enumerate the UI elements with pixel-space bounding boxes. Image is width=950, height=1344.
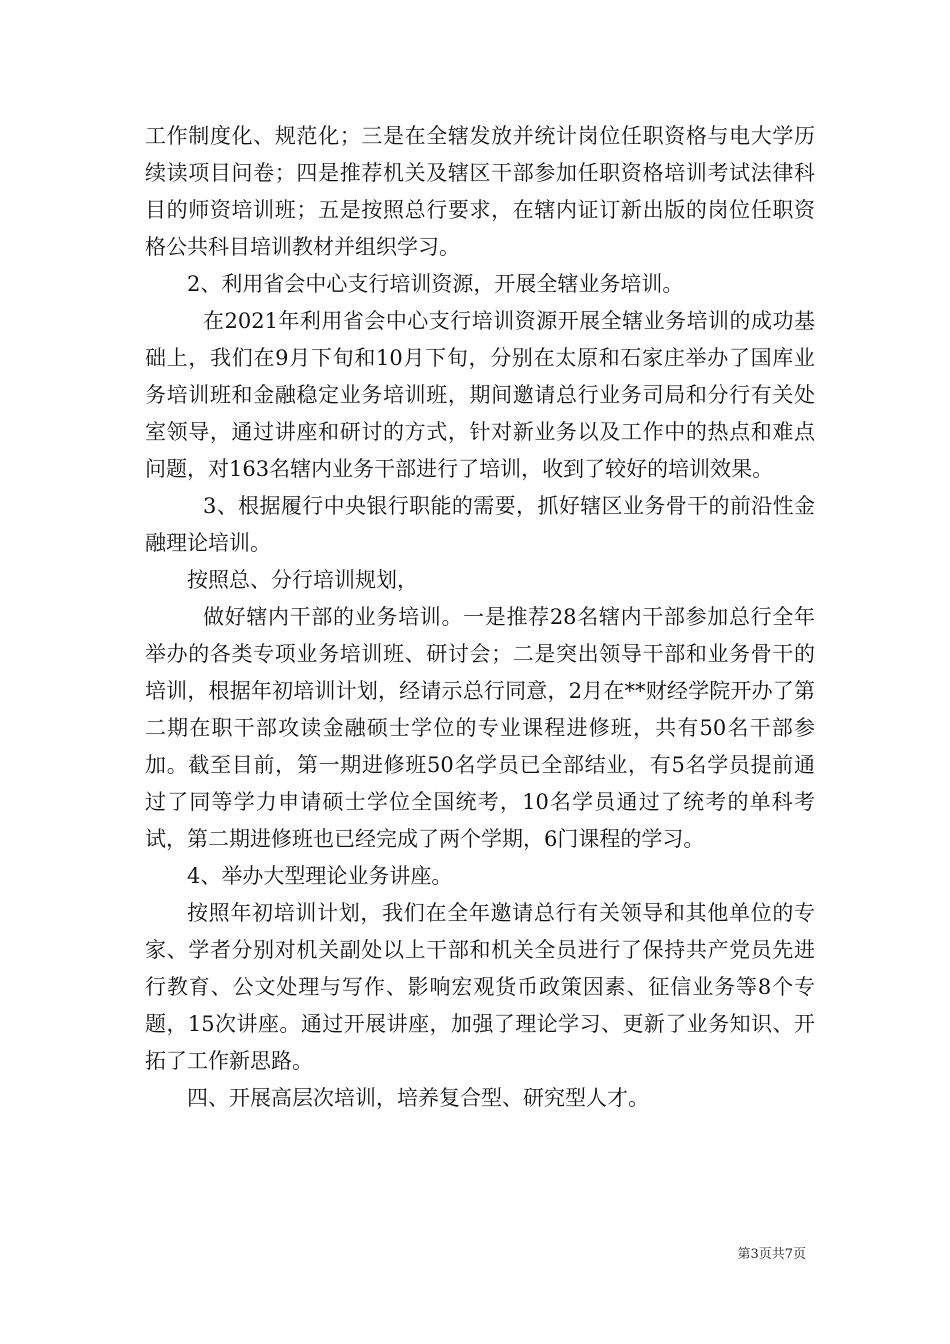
paragraph-staff-training: 做好辖内干部的业务培训。一是推荐28名辖内干部参加总行全年举办的各类专项业务培训班、研讨会；二是突出领导干部和业务骨干的培训，根据年初培训计划，经请示总行同意，2月在**财经学院开办了第二期在职干部攻读金融硕士学位的专业课程进修班，共有50名干部参加。截至目前，第一期进修班50名学员已全部结业，有5名学员提前通过了同等学力申请硕士学位全国统考，10名学员通过了统考的单科考试，第二期进修班也已经完成了两个学期，6门课程的学习。 <box>145 605 815 851</box>
heading-item-3: 3、根据履行中央银行职能的需要，抓好辖区业务骨干的前沿性金融理论培训。 <box>145 494 815 555</box>
document-body <box>145 118 815 1117</box>
paragraph-business-training: 在2021年利用省会中心支行培训资源开展全辖业务培训的成功基础上，我们在9月下旬和10月下旬，分别在太原和石家庄举办了国库业务培训班和金融稳定业务培训班，期间邀请总行业务司局和分行有关处室领导，通过讲座和研讨的方式，针对新业务以及工作中的热点和难点问题，对163名辖内业务干部进行了培训，收到了较好的培训效果。 <box>145 309 815 481</box>
heading-item-2: 2、利用省会中心支行培训资源，开展全辖业务培训。 <box>187 272 684 296</box>
section-heading-4: 四、开展高层次培训，培养复合型、研究型人才。 <box>187 1086 649 1110</box>
page-number-footer: 第3页共7页 <box>737 1247 806 1262</box>
paragraph-continuation: 工作制度化、规范化；三是在全辖发放并统计岗位任职资格与电大学历续读项目问卷；四是推荐机关及辖区干部参加任职资格培训考试法律科目的师资培训班；五是按照总行要求，在辖内证订新出版的岗位任职资格公共科目培训教材并组织学习。 <box>145 124 815 259</box>
paragraph-plan-intro: 按照总、分行培训规划， <box>187 568 418 592</box>
heading-item-4: 4、举办大型理论业务讲座。 <box>187 864 453 888</box>
paragraph-lectures: 按照年初培训计划，我们在全年邀请总行有关领导和其他单位的专家、学者分别对机关副处以上干部和机关全员进行了保持共产党员先进行教育、公文处理与写作、影响宏观货币政策因素、征信业务等8个专题，15次讲座。通过开展讲座，加强了理论学习、更新了业务知识、开拓了工作新思路。 <box>145 901 815 1073</box>
